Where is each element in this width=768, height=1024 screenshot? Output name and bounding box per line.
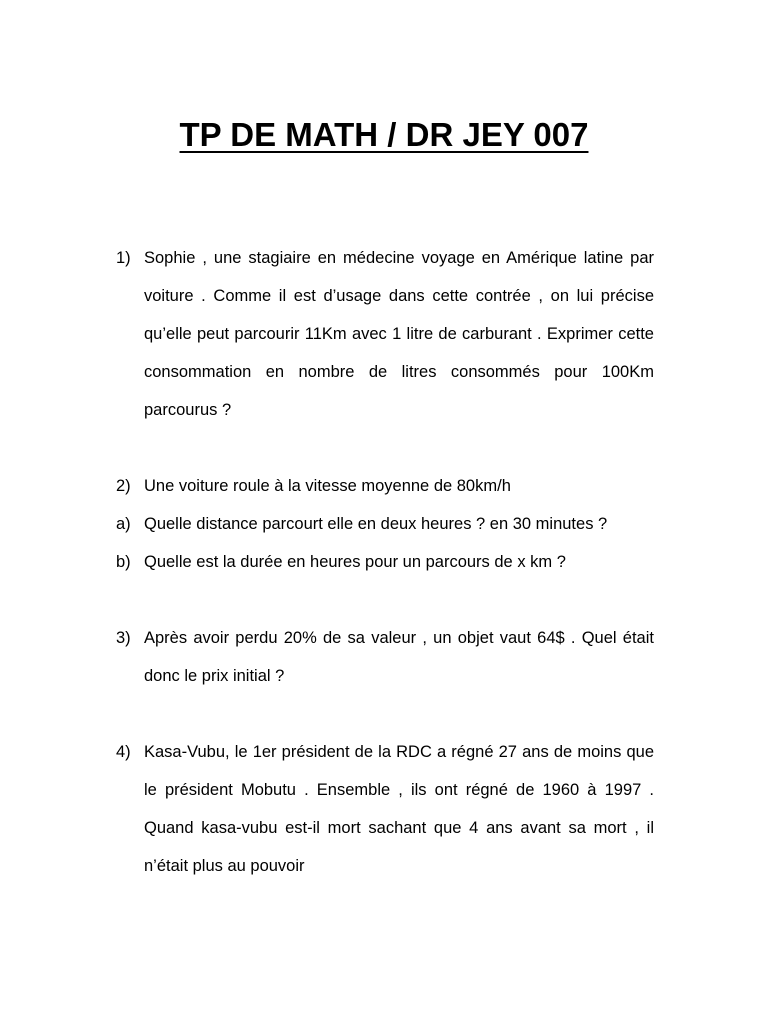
question-2 — [116, 467, 654, 581]
question-2-text: Une voiture roule à la vitesse moyenne de 80km/h — [144, 477, 511, 495]
question-2-number: 2) — [116, 477, 131, 495]
question-4-text: Kasa-Vubu, le 1er président de la RDC a régné 27 ans de moins que le président Mobutu . Ensemble , ils ont régné de 1960 à 1997 . Quand kasa-vubu est-il mort sachant que 4 ans avant sa mort , il n’était plus au pouvoir — [144, 743, 654, 875]
question-3-item — [116, 619, 654, 695]
question-2b-item — [116, 543, 654, 581]
question-2-item — [116, 467, 654, 505]
question-2a-item — [116, 505, 654, 543]
question-2b-label: b) — [116, 553, 131, 571]
document-body — [116, 239, 654, 885]
spacer — [116, 695, 654, 733]
spacer — [116, 581, 654, 619]
document-title — [0, 114, 768, 156]
question-4-item — [116, 733, 654, 885]
question-2a-label: a) — [116, 515, 131, 533]
question-2a-text: Quelle distance parcourt elle en deux heures ? en 30 minutes ? — [144, 515, 608, 533]
question-1-text: Sophie , une stagiaire en médecine voyage en Amérique latine par voiture . Comme il est d’usage dans cette contrée , on lui précise qu’elle peut parcourir 11Km avec 1 litre de carburant . Exprimer cette consommation en nombre de litres consommés pour 100Km parcourus ? — [144, 249, 654, 419]
question-1-item — [116, 239, 654, 429]
question-1-number: 1) — [116, 249, 131, 267]
question-2b-text: Quelle est la durée en heures pour un parcours de x km ? — [144, 553, 566, 571]
question-4 — [116, 733, 654, 885]
document-title-text: TP DE MATH / DR JEY 007 — [179, 116, 589, 153]
question-1 — [116, 239, 654, 429]
question-3 — [116, 619, 654, 695]
question-3-number: 3) — [116, 629, 131, 647]
question-3-text: Après avoir perdu 20% de sa valeur , un objet vaut 64$ . Quel était donc le prix initial ? — [144, 629, 654, 685]
question-4-number: 4) — [116, 743, 131, 761]
spacer — [116, 429, 654, 467]
